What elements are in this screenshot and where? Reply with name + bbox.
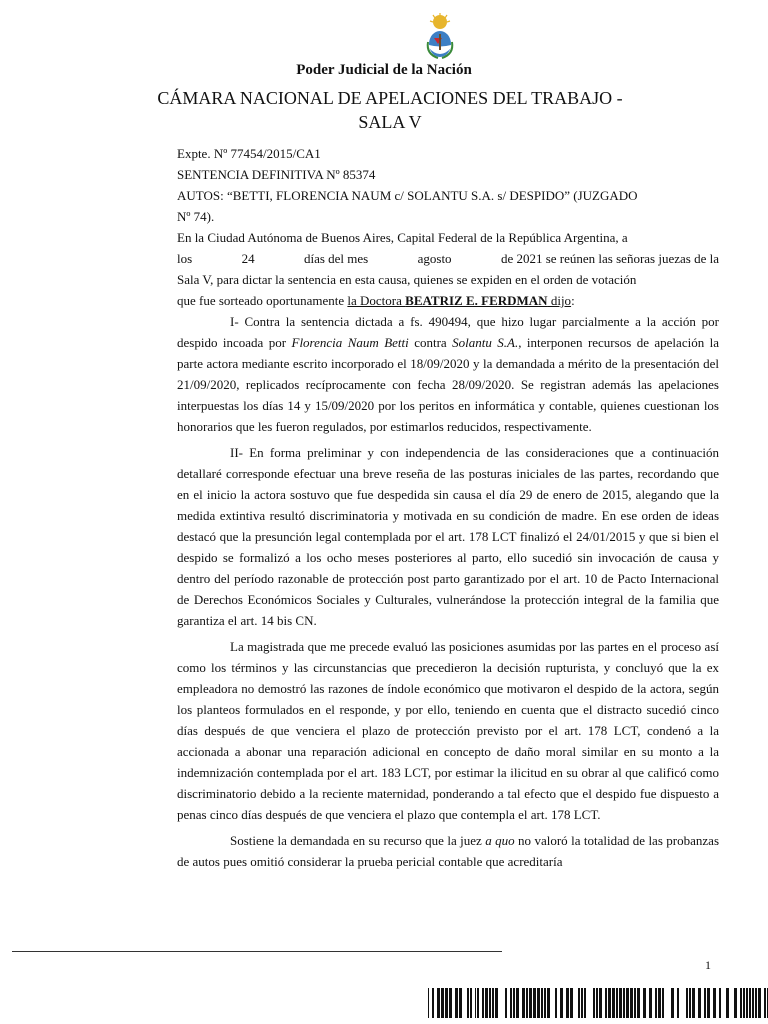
p4-text-c: no valoró la totalidad de las probanzas de autos pues omitió considerar la prueba pericial contable que acreditaría [177,833,719,869]
intro-colon: : [571,293,575,308]
intro-year-clause: de 2021 se reúnen las señoras juezas de la [500,251,719,266]
intro-word-los: los [177,251,193,266]
paragraph-3: La magistrada que me precede evaluó las posiciones asumidas por las partes en el proceso así como los términos y las circunstancias que precedieron la decisión rupturista, y concluyó que la ex empleadora no demostró las razones de índole económico que motivaron el despido de la actora, según los planteos formulados en el responde, y por ello, teniendo en cuenta que el distracto sucedió cinco días después de que venciera el plazo de protección previsto por el art. 178 LCT, condenó a la accionada a abonar una reparación adicional en concepto de daño moral similar en su monto a la indemnización contemplada por el art. 183 LCT, por estimar la ilicitud en su obrar al que calificó como discriminatorio debido a la reciente maternidad, ponderando a tal efecto que el despido fue dispuesto a penas cinco días después de que venciera el plazo que contempla el art. 178 LCT. [177,639,719,822]
p1-text-c: contra [408,335,453,350]
national-coat-of-arms-icon [424,12,456,60]
case-caption [177,185,719,227]
judge-title: la Doctora [347,293,406,308]
case-number: Expte. Nº 77454/2015/CA1 [177,146,321,161]
intro-line-4-pre: que fue sorteado oportunamente [177,293,348,308]
sentence-number: SENTENCIA DEFINITIVA Nº 85374 [177,167,376,182]
intro-month: agosto [417,251,452,266]
barcode-icon [428,988,768,1018]
intro-word-dias: días del mes [303,251,369,266]
intro-paragraph [177,227,719,311]
defendant-name: Solantu S.A. [452,335,519,350]
p4-text-a: Sostiene la demandada en su recurso que la juez [230,833,486,848]
plaintiff-name: Florencia Naum Betti [291,335,409,350]
institution-name: Poder Judicial de la Nación [296,62,472,78]
case-caption-line-2: Nº 74). [177,209,215,224]
footer-divider [12,951,502,952]
judge-dijo: dijo [547,293,572,308]
case-caption-line-1: AUTOS: “BETTI, FLORENCIA NAUM c/ SOLANTU S.A. s/ DESPIDO” (JUZGADO [177,188,638,203]
intro-day: 24 [241,251,255,266]
judge-intro-underlined [347,293,571,308]
intro-line-4 [177,290,719,311]
page-number: 1 [705,958,711,972]
intro-line-3: Sala V, para dictar la sentencia en esta causa, quienes se expiden en el orden de votación [177,272,637,287]
paragraph-2: II- En forma preliminar y con independencia de las consideraciones que a continuación detallaré corresponde efectuar una breve reseña de las posturas iniciales de las partes, recordando que en el inicio la actora sostuvo que fue despedida sin causa el día 29 de enero de 2015, alegando que la medida extintiva resultó discriminatoria y motivada en su condición de madre. En ese orden de ideas destacó que la presunción legal contemplada por el art. 178 LCT finalizó el 24/01/2015 y que si bien el despido se formalizó a los ocho meses posteriores al parto, ello sucedió sin invocación de causa y dentro del período razonable de protección post parto garantizado por el art. 10 de Pacto Internacional de Derechos Económicos Sociales y Culturales, vulnerándose la protección integral de la familia que garantiza el art. 14 bis CN. [177,445,719,628]
paragraph-4 [177,830,719,872]
chamber-title [150,86,630,134]
a-quo-term: a quo [485,833,515,848]
p1-text-a: I- Contra la sentencia dictada a fs. 490494, que hizo lugar parcialmente a la acción por despido incoada por [177,314,719,350]
chamber-title-line-2: SALA V [358,112,422,132]
intro-line-1: En la Ciudad Autónoma de Buenos Aires, Capital Federal de la República Argentina, a [177,230,628,245]
judge-name: BEATRIZ E. FERDMAN [405,293,548,308]
document-body [177,143,719,872]
p1-text-e: , interponen recursos de apelación la parte actora mediante escrito incorporado el 18/09/2020 y la demandada a mérito de la presentación del 21/09/2020, replicados recíprocamente con fecha 28/09/2020. Se registran además las apelaciones interpuestas los días 14 y 15/09/2020 por los peritos en informática y contable, quienes cuestionan los honorarios que les fueron regulados, por estimarlos reducidos, respectivamente. [177,335,720,434]
paragraph-1 [177,311,719,437]
chamber-title-line-1: CÁMARA NACIONAL DE APELACIONES DEL TRABAJO - [157,88,623,108]
intro-date-line [177,248,719,269]
